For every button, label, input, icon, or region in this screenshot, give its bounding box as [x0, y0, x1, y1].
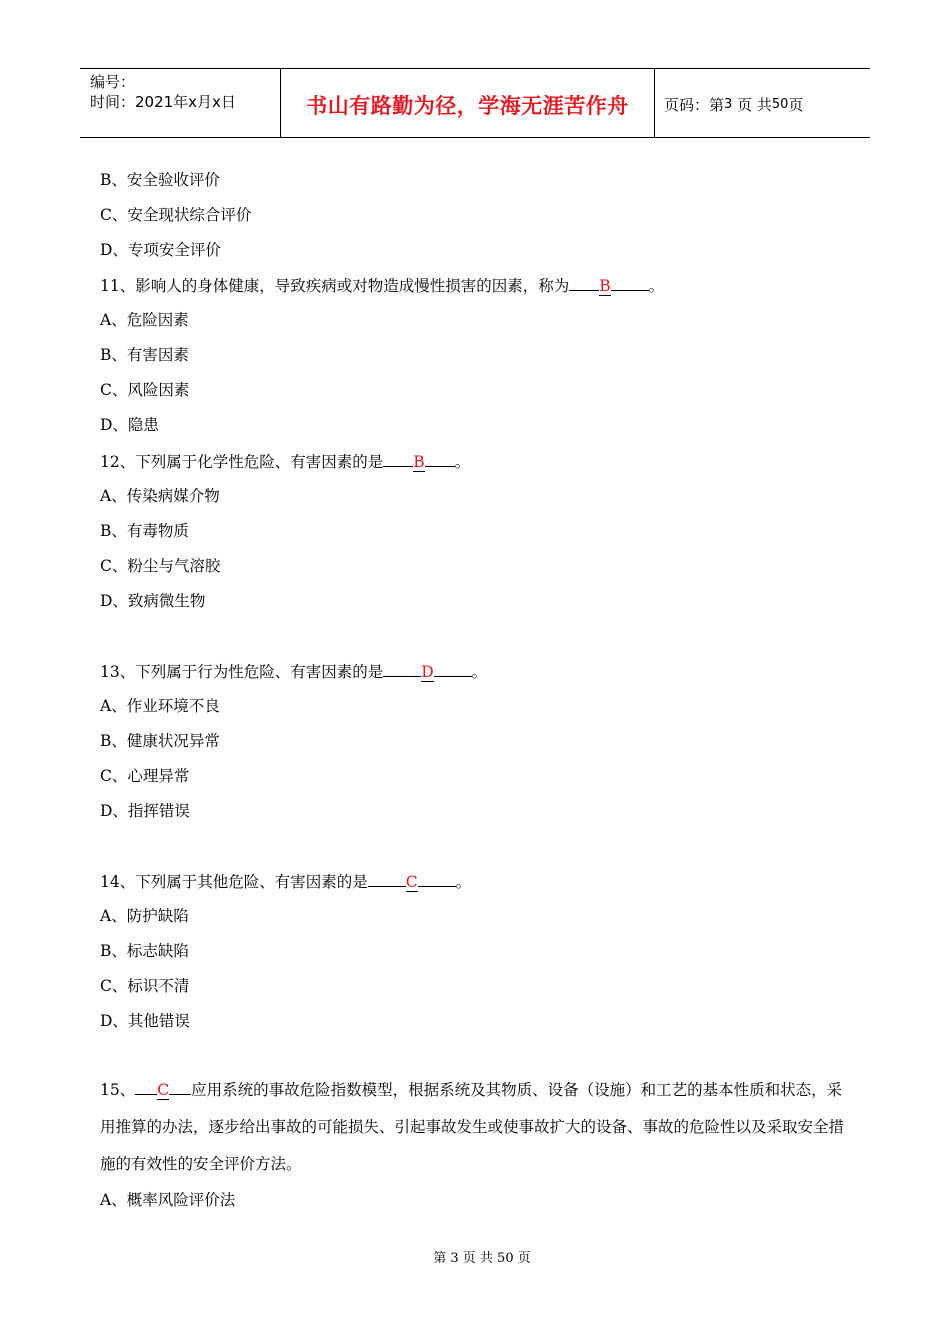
page-prefix: 页码：第: [664, 95, 725, 114]
blank: [569, 275, 599, 291]
question-13: [100, 661, 487, 682]
blank: [169, 1079, 191, 1095]
option: D、其他错误: [100, 1012, 190, 1030]
option: B、有毒物质: [100, 522, 189, 540]
question-end: 。: [648, 277, 665, 295]
option: A、概率风险评价法: [100, 1191, 236, 1209]
blank: [425, 451, 455, 467]
blank: [418, 871, 456, 887]
answer: D: [421, 663, 434, 681]
option: A、危险因素: [100, 311, 189, 329]
blank: [383, 451, 413, 467]
option: B、有害因素: [100, 346, 189, 364]
option: C、风险因素: [100, 381, 190, 399]
option: B、标志缺陷: [100, 942, 189, 960]
page-footer: 第 3 页 共 50 页: [433, 1251, 531, 1266]
option: A、作业环境不良: [100, 697, 220, 715]
option: D、指挥错误: [100, 802, 190, 820]
option: B、安全验收评价: [100, 171, 220, 189]
answer: B: [413, 453, 425, 471]
question-end: 。: [471, 663, 488, 681]
option: C、心理异常: [100, 767, 190, 785]
page-suffix: 页: [788, 95, 804, 114]
question-end: 。: [454, 453, 471, 471]
blank: [383, 661, 421, 677]
answer: C: [157, 1081, 170, 1099]
question-text: 14、下列属于其他危险、有害因素的是: [100, 873, 368, 891]
page-number: 3: [724, 96, 733, 112]
header-meta-cell: [80, 69, 281, 137]
option: D、专项安全评价: [100, 241, 221, 259]
question-11: [100, 275, 664, 296]
question-12: [100, 451, 470, 472]
option: C、标识不清: [100, 977, 190, 995]
option: C、安全现状综合评价: [100, 206, 252, 224]
question-text: 应用系统的事故危险指数模型，根据系统及其物质、设备（设施）和工艺的基本性质和状态，采用推算的办法，逐步给出事故的可能损失、引起事故发生或使事故扩大的设备、事故的危险性以及采取安全措施的有效性的安全评价方法。: [100, 1081, 845, 1173]
number-label: 编号：: [90, 73, 136, 91]
question-number: 15、: [100, 1081, 136, 1099]
question-text: 11、影响人的身体健康，导致疾病或对物造成慢性损害的因素，称为: [100, 277, 570, 295]
answer: B: [599, 277, 611, 295]
option: A、防护缺陷: [100, 907, 189, 925]
header-motto: 书山有路勤为径，学海无涯苦作舟: [281, 69, 655, 137]
question-15: [100, 1072, 852, 1183]
header-page-info: [655, 69, 870, 137]
document-header: [80, 68, 870, 138]
page-mid: 页 共: [737, 95, 772, 114]
question-14: [100, 871, 471, 892]
option: A、传染病媒介物: [100, 487, 220, 505]
option: C、粉尘与气溶胶: [100, 557, 221, 575]
blank: [135, 1079, 157, 1095]
option: D、致病微生物: [100, 592, 206, 610]
time-label: 时间：2021年x月x日: [90, 93, 236, 111]
blank: [434, 661, 472, 677]
question-end: 。: [455, 873, 472, 891]
option: D、隐患: [100, 416, 159, 434]
blank: [611, 275, 649, 291]
option: B、健康状况异常: [100, 732, 220, 750]
question-text: 12、下列属于化学性危险、有害因素的是: [100, 453, 384, 471]
blank: [368, 871, 406, 887]
question-text: 13、下列属于行为性危险、有害因素的是: [100, 663, 384, 681]
page-total: 50: [771, 96, 789, 112]
answer: C: [405, 873, 418, 891]
